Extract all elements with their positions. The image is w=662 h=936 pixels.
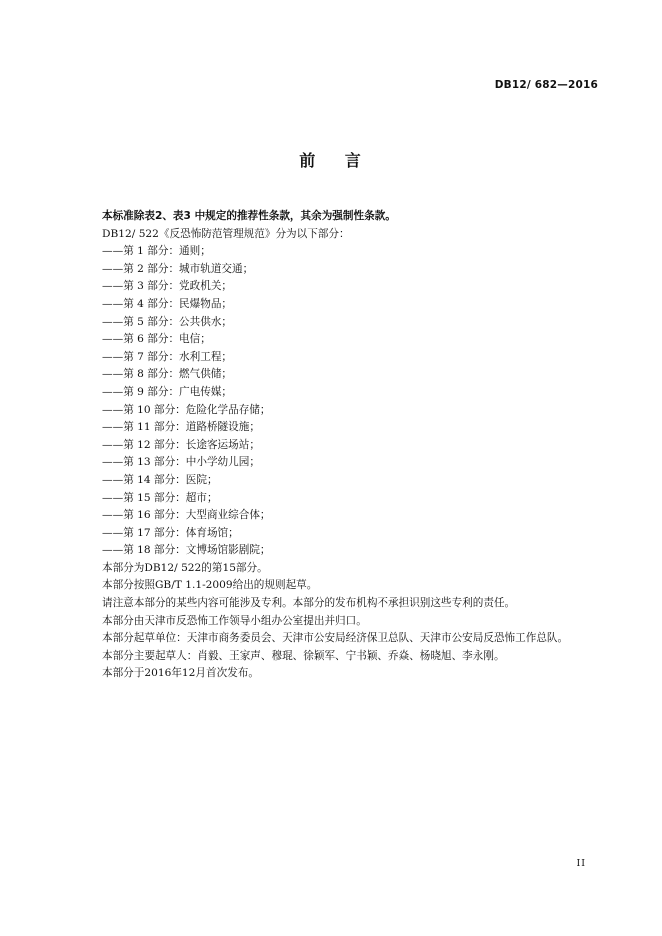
part-number-paragraph: 本部分为DB12/ 522的第15部分。 [102, 561, 268, 574]
part-item: ——第 18 部分：文博场馆影剧院； [102, 544, 271, 557]
part-item: ——第 6 部分：电信； [102, 333, 211, 346]
patent-notice-paragraph: 请注意本部分的某些内容可能涉及专利。本部分的发布机构不承担识别这些专利的责任。 [102, 597, 516, 610]
parts-list [102, 243, 612, 560]
part-item: ——第 12 部分：长途客运场站； [102, 438, 260, 451]
document-code: DB12/ 682—2016 [494, 79, 598, 91]
part-item: ——第 9 部分：广电传媒； [102, 385, 233, 398]
part-item: ——第 15 部分：超市； [102, 491, 218, 504]
part-item: ——第 4 部分：民爆物品； [102, 297, 233, 310]
part-item: ——第 11 部分：道路桥隧设施； [102, 421, 260, 434]
page-title: 前 言 [299, 151, 373, 170]
drafting-rules-paragraph: 本部分按照GB/T 1.1-2009给出的规则起草。 [102, 579, 318, 592]
mandatory-statement: 本标准除表2、表3 中规定的推荐性条款，其余为强制性条款。 [102, 210, 396, 222]
proposer-paragraph: 本部分由天津市反恐怖工作领导小组办公室提出并归口。 [102, 614, 367, 627]
part-item: ——第 10 部分：危险化学品存储； [102, 403, 271, 416]
drafters-paragraph: 本部分主要起草人：肖毅、王家声、穆琨、徐颖军、宁书颖、乔焱、杨晓旭、李永刚。 [102, 649, 505, 662]
part-item: ——第 14 部分：医院； [102, 473, 218, 486]
part-item: ——第 13 部分：中小学幼儿园； [102, 456, 260, 469]
part-item: ——第 3 部分：党政机关； [102, 280, 233, 293]
part-item: ——第 17 部分：体育场馆； [102, 526, 239, 539]
drafting-units-paragraph: 本部分起草单位：天津市商务委员会、天津市公安局经济保卫总队、天津市公安局反恐怖工作总队。 [102, 632, 569, 645]
page-number: II [576, 858, 586, 869]
part-item: ——第 16 部分：大型商业综合体； [102, 509, 271, 522]
part-item: ——第 1 部分：通则； [102, 245, 211, 258]
part-item: ——第 8 部分：燃气供储； [102, 368, 233, 381]
part-item: ——第 5 部分：公共供水； [102, 315, 233, 328]
release-paragraph: 本部分于2016年12月首次发布。 [102, 667, 259, 680]
part-item: ——第 2 部分：城市轨道交通； [102, 262, 254, 275]
foreword-body [102, 208, 612, 683]
parts-intro: DB12/ 522《反恐怖防范管理规范》分为以下部分： [102, 227, 350, 240]
part-item: ——第 7 部分：水利工程； [102, 350, 233, 363]
